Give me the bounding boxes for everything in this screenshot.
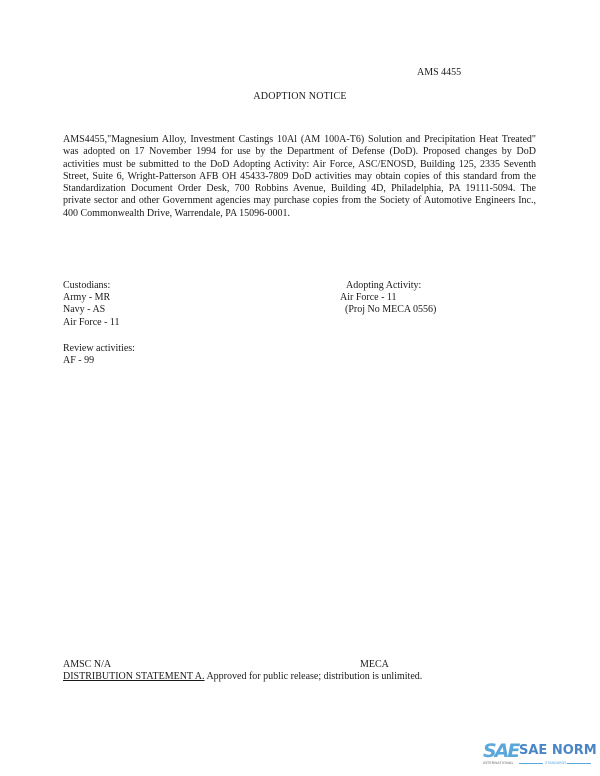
custodians-heading: Custodians: [63,280,111,291]
brand-name: SAE NORM [519,743,597,758]
paragraph-line: was adopted on 17 November 1994 for use by the Department of Defense (DoD). Proposed changes by DoD [63,146,536,158]
custodian-item: Air Force - 11 [63,316,120,328]
document-number: AMS 4455 [417,67,462,78]
sae-logo-icon: SAE [483,740,519,762]
adopting-activity-block [340,280,436,317]
paragraph-line: Standardization Document Order Desk, 700 Robbins Avenue, Building 4D, Philadelphia, PA 19111-5094. The [63,183,536,195]
adopting-activity-agency: Air Force - 11 [340,292,397,304]
custodian-item: Navy - AS [63,304,106,316]
review-activity-item: AF - 99 [63,355,95,367]
brand-sub-left: INTERNATIONAL [483,761,514,765]
adopting-activity-heading: Adopting Activity: [346,280,422,291]
review-activities-heading: Review activities: [63,343,135,354]
paragraph-line: activities must be submitted to the DoD Adopting Activity: Air Force, ASC/ENOSD, Building 125, 2335 Seventh [63,158,536,170]
paragraph-line: AMS4455,"Magnesium Alloy, Investment Castings 10Al (AM 100A-T6) Solution and Precipitation Heat Treated" [63,134,536,145]
adoption-paragraph [63,134,536,220]
paragraph-line: Street, Suite 6, Wright-Patterson AFB OH 45433-7809 DoD activities may obtain copies of this standard from the [63,170,536,182]
divider-line [519,763,543,764]
paragraph-line: private sector and other Government agencies may purchase copies from the Society of Automotive Engineers Inc., [63,195,536,207]
sae-norm-watermark-logo [483,740,597,769]
brand-sub-right: STANDARDS [545,761,567,765]
amsc-label: AMSC N/A [63,659,112,670]
divider-line [567,763,591,764]
custodian-item: Army - MR [63,292,111,304]
distribution-text: Approved for public release; distribution is unlimited. [204,671,423,682]
area-code: MECA [360,659,389,670]
distribution-label: DISTRIBUTION STATEMENT A. [63,671,205,682]
distribution-statement [63,671,422,682]
paragraph-line: 400 Commonwealth Drive, Warrendale, PA 15096-0001. [63,207,290,219]
custodians-block [63,280,120,329]
adopting-activity-project: (Proj No MECA 0556) [345,304,437,316]
page-title: ADOPTION NOTICE [253,91,347,102]
review-activities-block [63,343,135,367]
